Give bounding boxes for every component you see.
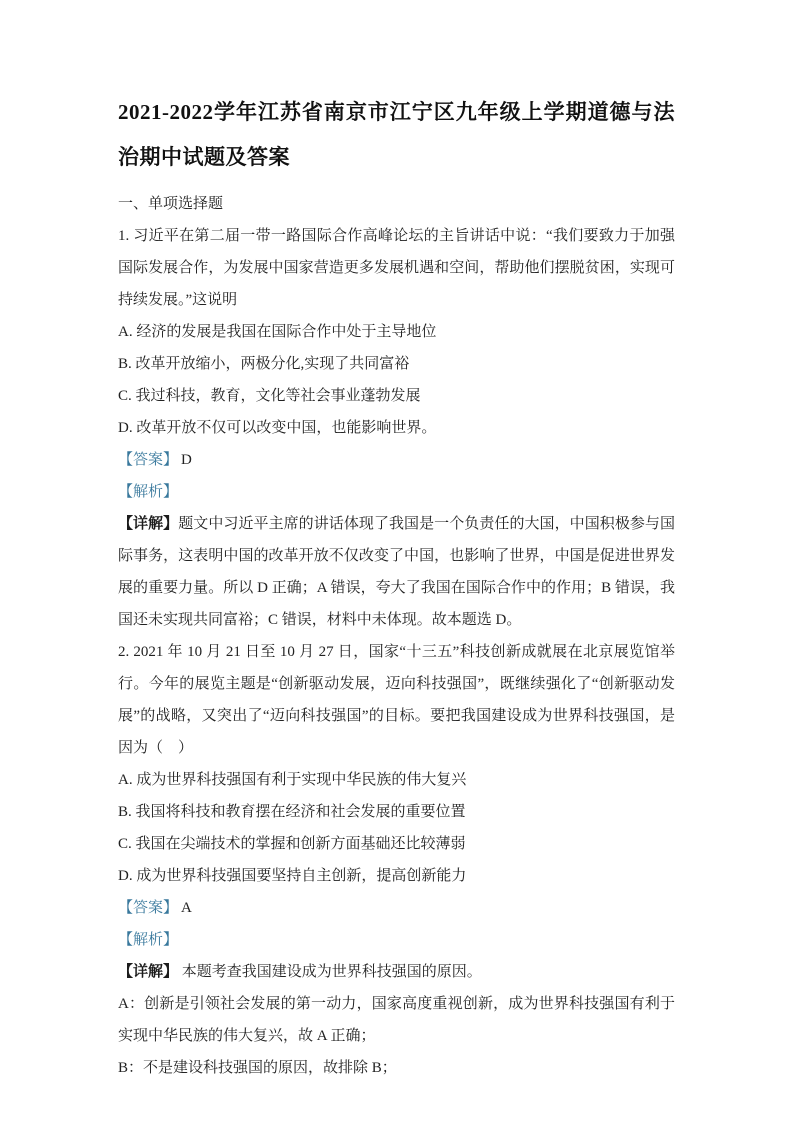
question-1-answer-value: D: [181, 452, 192, 468]
question-1-analysis-label: 【解析】: [118, 484, 179, 500]
question-2-detail: [118, 956, 675, 988]
answer-label: 【答案】: [118, 452, 179, 468]
question-2-answer-line: [118, 892, 675, 924]
question-2-stem: 2. 2021 年 10 月 21 日至 10 月 27 日，国家“十三五”科技创新成就展在北京展览馆举行。今年的展览主题是“创新驱动发展，迈向科技强国”，既继续强化了“创新驱动发展”的战略，又突出了“迈向科技强国”的目标。要把我国建设成为世界科技强国，是因为（ ）: [118, 644, 675, 756]
question-2-option-c: C. 我国在尖端技术的掌握和创新方面基础还比较薄弱: [118, 836, 466, 852]
question-2-option-b: B. 我国将科技和教育摆在经济和社会发展的重要位置: [118, 804, 466, 820]
question-1-answer-line: [118, 444, 675, 476]
document-content: [118, 0, 675, 1084]
detail-label: 【详解】: [118, 516, 179, 532]
section-heading: 一、单项选择题: [118, 196, 224, 212]
question-1-option-c: C. 我过科技，教育，文化等社会事业蓬勃发展: [118, 388, 421, 404]
question-1-detail: [118, 508, 675, 636]
question-2-analysis-label: 【解析】: [118, 932, 179, 948]
page-title: 2021-2022学年江苏省南京市江宁区九年级上学期道德与法治期中试题及答案: [118, 100, 675, 169]
detail-label: 【详解】: [118, 964, 179, 980]
question-1-detail-text: 题文中习近平主席的讲话体现了我国是一个负责任的大国，中国积极参与国际事务，这表明中国的改革开放不仅改变了中国，也影响了世界，中国是促进世界发展的重要力量。所以 D 正确；A 错误，夸大了我国在国际合作中的作用；B 错误，我国还未实现共同富裕；C 错误，材料中未体现。故本题选 D。: [118, 516, 675, 628]
question-1-stem: 1. 习近平在第二届一带一路国际合作高峰论坛的主旨讲话中说：“我们要致力于加强国际发展合作，为发展中国家营造更多发展机遇和空间，帮助他们摆脱贫困，实现可持续发展。”这说明: [118, 228, 675, 308]
question-2-option-a: A. 成为世界科技强国有利于实现中华民族的伟大复兴: [118, 772, 467, 788]
question-2-detail-text: 本题考查我国建设成为世界科技强国的原因。: [181, 964, 482, 980]
question-1-option-b: B. 改革开放缩小，两极分化,实现了共同富裕: [118, 356, 410, 372]
question-1-option-d: D. 改革开放不仅可以改变中国，也能影响世界。: [118, 420, 437, 436]
question-2-option-d: D. 成为世界科技强国要坚持自主创新，提高创新能力: [118, 868, 467, 884]
question-2-detail-extra-b: B：不是建设科技强国的原因，故排除 B；: [118, 1060, 397, 1076]
question-2-detail-extra-a: A：创新是引领社会发展的第一动力，国家高度重视创新，成为世界科技强国有利于实现中华民族的伟大复兴，故 A 正确；: [118, 996, 675, 1044]
question-2-answer-value: A: [181, 900, 192, 916]
question-1-option-a: A. 经济的发展是我国在国际合作中处于主导地位: [118, 324, 437, 340]
answer-label: 【答案】: [118, 900, 179, 916]
